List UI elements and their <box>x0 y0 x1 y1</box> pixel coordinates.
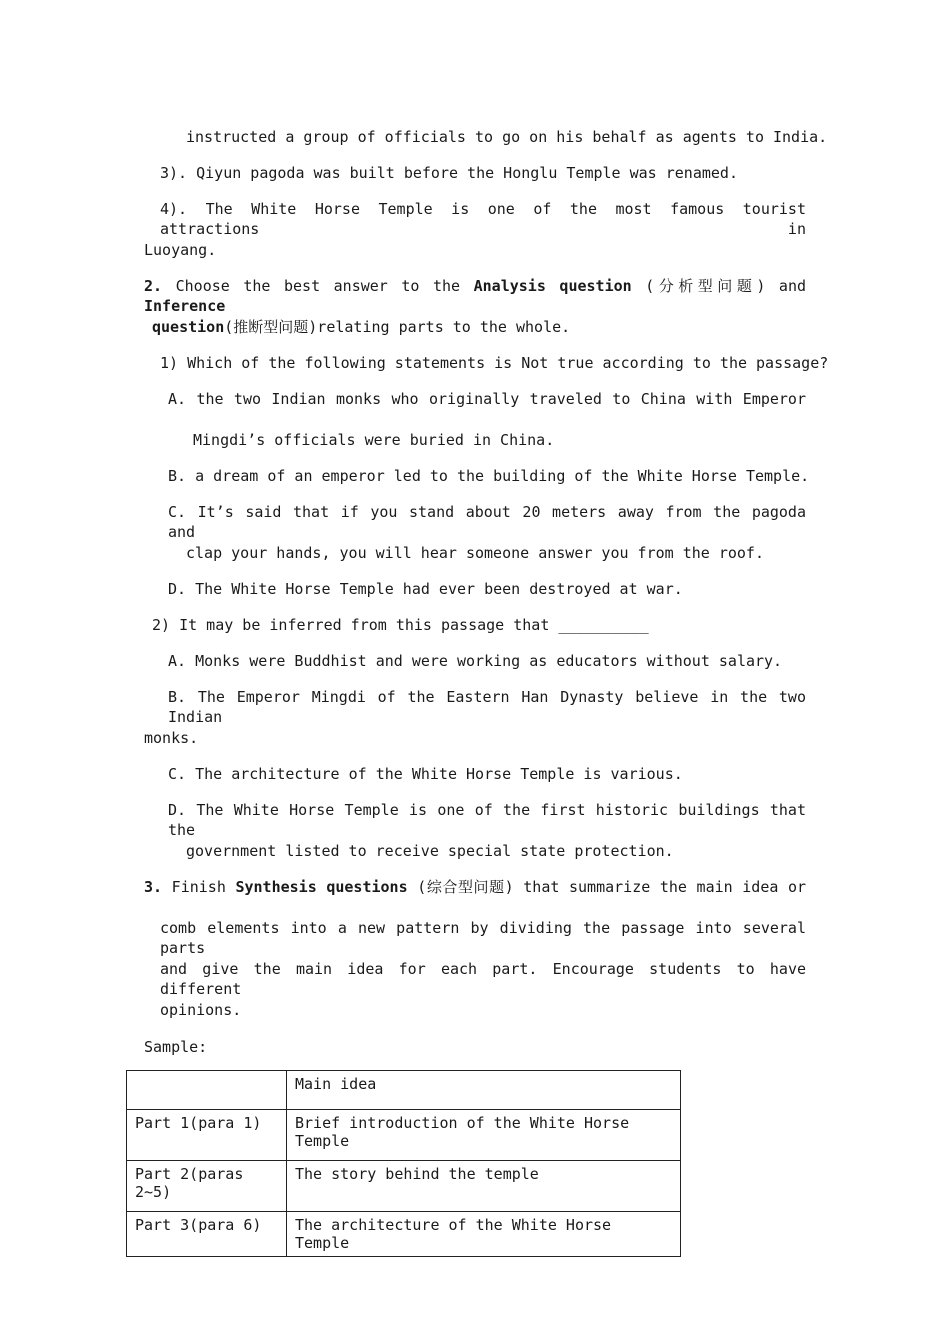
option-c: C. The architecture of the White Horse Temple is various. <box>168 765 683 783</box>
text: Choose the best answer to the <box>175 277 461 295</box>
table-cell: Part 1(para 1) <box>127 1110 287 1161</box>
option-a: A. the two Indian monks who originally traveled to China with Emperor <box>168 390 806 408</box>
text: (推断型问题)relating parts to the whole. <box>224 318 571 336</box>
bold-term: question <box>152 318 225 336</box>
question-2-heading <box>144 276 806 316</box>
table-row <box>127 1212 681 1257</box>
text-line: opinions. <box>160 1001 242 1019</box>
table-row <box>127 1110 681 1161</box>
text-line <box>152 317 570 337</box>
table-cell: Brief introduction of the White Horse Temple <box>287 1110 681 1161</box>
option-d: D. The White Horse Temple had ever been destroyed at war. <box>168 580 683 598</box>
question-3-heading <box>144 877 806 897</box>
bold-term: Synthesis questions <box>235 878 408 896</box>
option-c-cont: clap your hands, you will hear someone answer you from the roof. <box>186 544 764 562</box>
table-cell: The story behind the temple <box>287 1161 681 1212</box>
question-number: 3. <box>144 878 163 896</box>
option-a: A. Monks were Buddhist and were working as educators without salary. <box>168 652 783 670</box>
table-cell: Part 3(para 6) <box>127 1212 287 1257</box>
option-d-cont: government listed to receive special state protection. <box>186 842 674 860</box>
table-cell: The architecture of the White Horse Temple <box>287 1212 681 1257</box>
text-line: 4). The White Horse Temple is one of the most famous tourist attractions in <box>160 200 806 238</box>
text: (分析型问题) and <box>645 277 806 295</box>
table-cell: Part 2(paras 2~5) <box>127 1161 287 1212</box>
text-line: 3). Qiyun pagoda was built before the Honglu Temple was renamed. <box>160 164 738 182</box>
text-line: Luoyang. <box>144 241 217 259</box>
option-a-cont: Mingdi’s officials were buried in China. <box>193 431 555 449</box>
question-stem: 2) It may be inferred from this passage that __________ <box>152 616 649 634</box>
table-cell: Main idea <box>287 1071 681 1110</box>
text-line: and give the main idea for each part. Encourage students to have different <box>160 960 806 998</box>
option-c: C. It’s said that if you stand about 20 meters away from the pagoda and <box>168 503 806 541</box>
option-b: B. a dream of an emperor led to the building of the White Horse Temple. <box>168 467 810 485</box>
option-b-cont: monks. <box>144 729 199 747</box>
sample-table <box>126 1070 681 1257</box>
question-number: 2. <box>144 277 163 295</box>
bold-term: Inference <box>144 297 226 315</box>
bold-term: Analysis question <box>473 277 632 295</box>
text-line: comb elements into a new pattern by dividing the passage into several parts <box>160 919 806 957</box>
text: (综合型问题) that summarize the main idea or <box>417 878 807 896</box>
table-row <box>127 1161 681 1212</box>
option-d: D. The White Horse Temple is one of the first historic buildings that the <box>168 801 806 839</box>
question-stem: 1) Which of the following statements is Not true according to the passage? <box>160 354 829 372</box>
option-b: B. The Emperor Mingdi of the Eastern Han Dynasty believe in the two Indian <box>168 688 806 726</box>
sample-label: Sample: <box>144 1038 208 1056</box>
text-line: instructed a group of officials to go on his behalf as agents to India. <box>186 128 828 146</box>
table-cell <box>127 1071 287 1110</box>
table-header-row <box>127 1071 681 1110</box>
text: Finish <box>171 878 226 896</box>
